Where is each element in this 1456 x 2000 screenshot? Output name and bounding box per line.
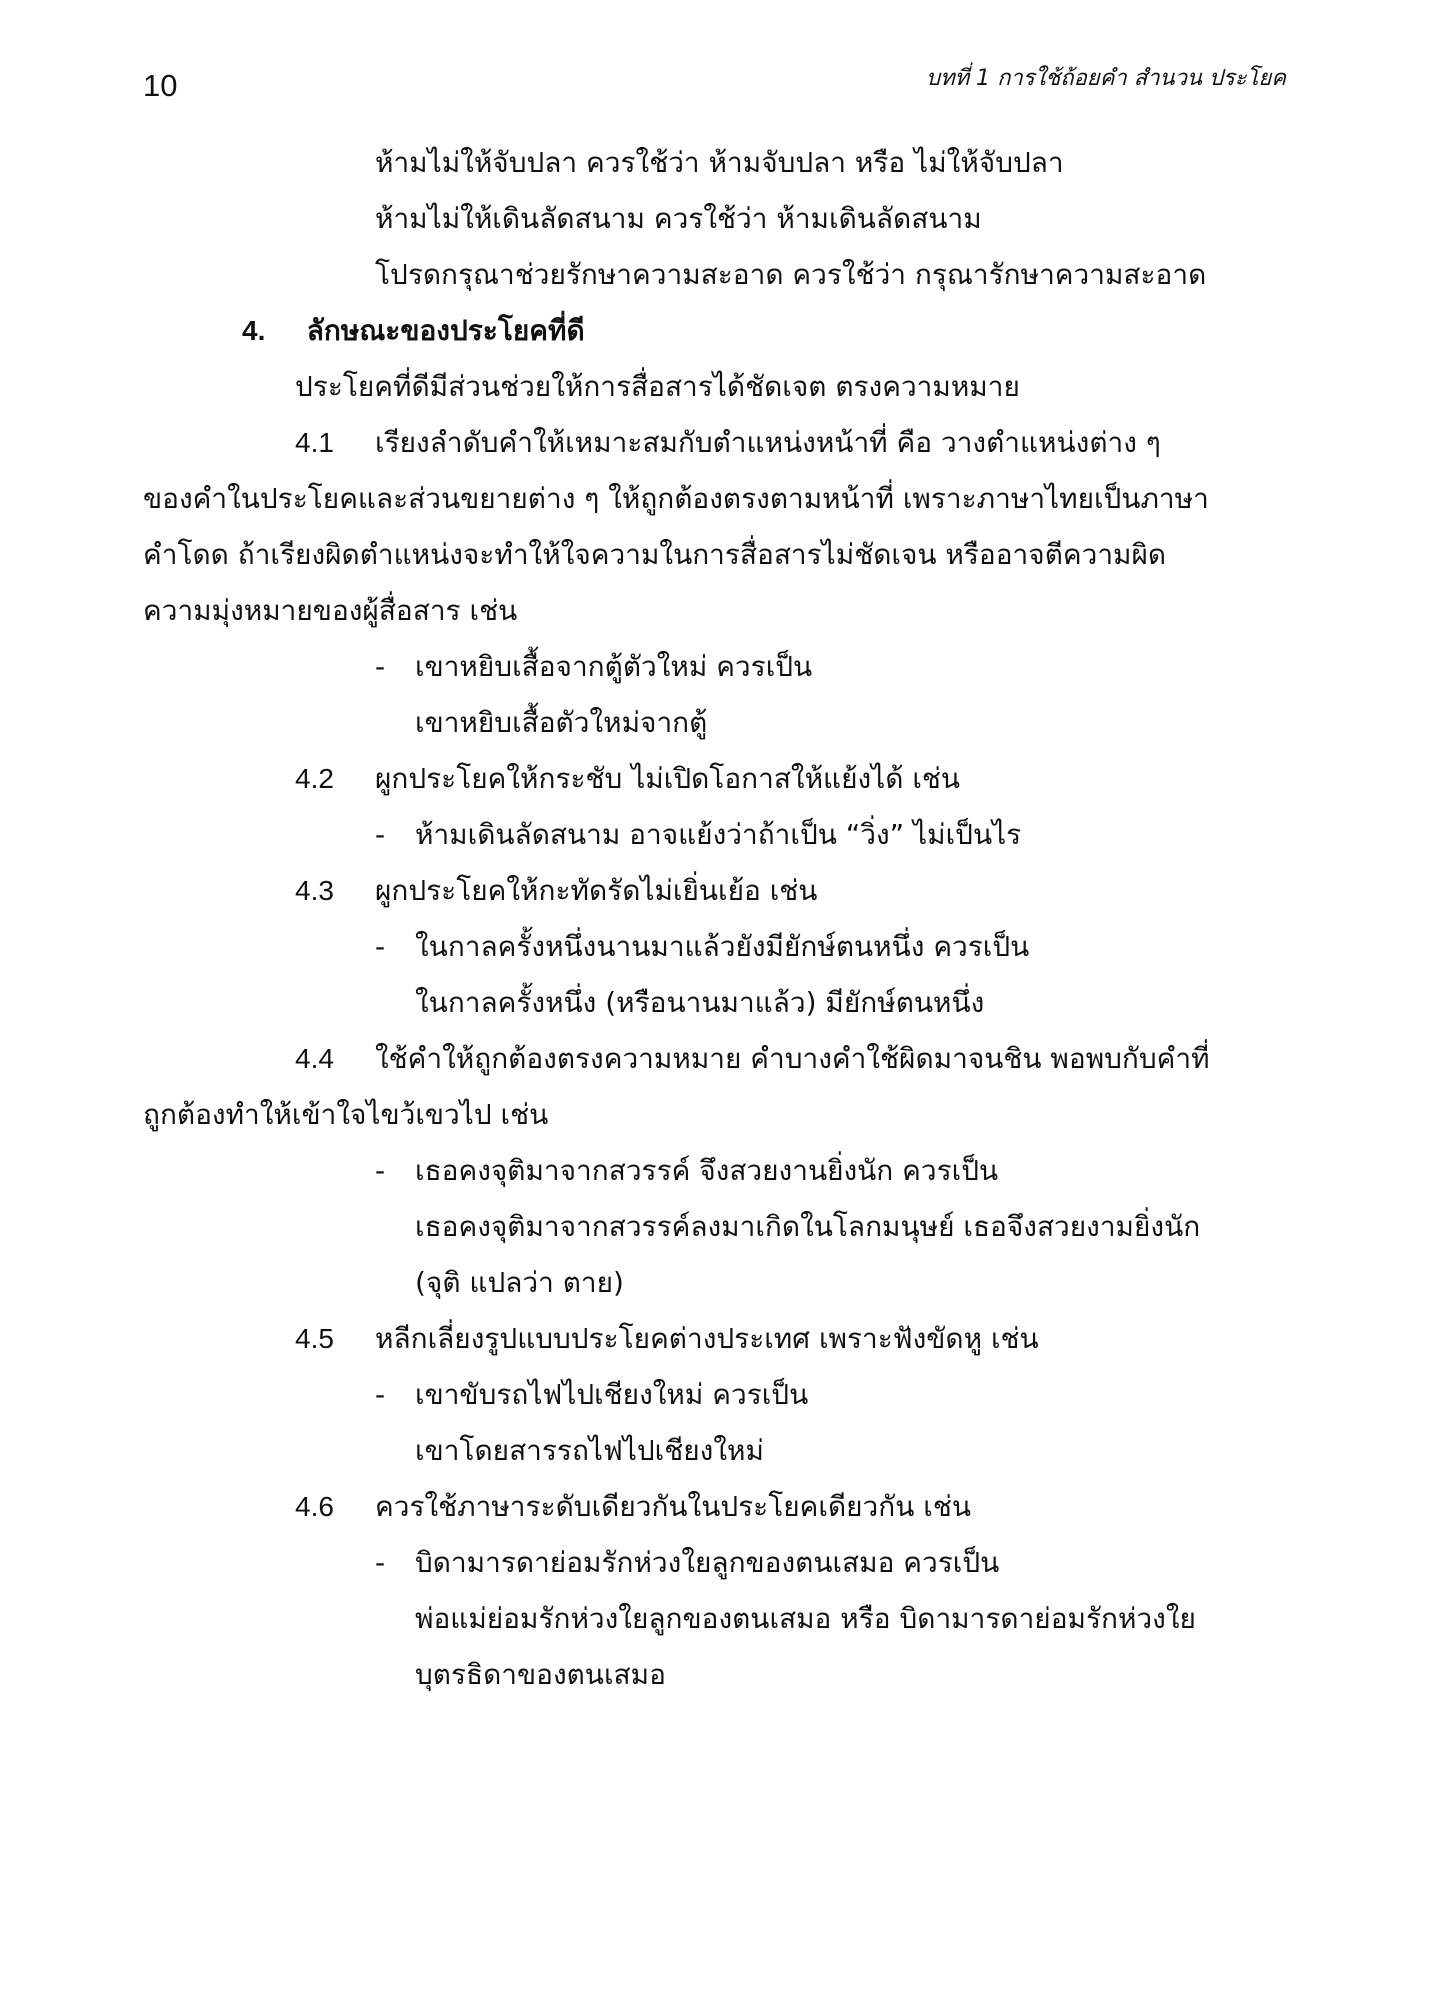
paragraph-text: เรียงลำดับคำให้เหมาะสมกับตำแหน่งหน้าที่ คือ วางตำแหน่งต่าง ๆ [375,426,1161,459]
paragraph-text: หลีกเลี่ยงรูปแบบประโยคต่างประเทศ เพราะฟังขัดหู เช่น [375,1322,1039,1355]
example-item [375,927,1029,967]
bullet-dash: - [375,930,386,963]
example-item [375,1543,999,1583]
subsection-number: 4.5 [295,1323,334,1354]
subsection-4-4 [295,1039,1210,1079]
subsection-number: 4.1 [295,427,334,458]
example-text: ในกาลครั้งหนึ่ง (หรือนานมาแล้ว) มียักษ์ตนหนึ่ง [415,986,985,1019]
paragraph-text: ผูกประโยคให้กะทัดรัดไม่เยิ่นเย้อ เช่น [375,874,818,907]
subsection-4-2 [295,759,960,799]
subsection-4-1 [295,423,1283,463]
example-text: พ่อแม่ย่อมรักห่วงใยลูกของตนเสมอ หรือ บิดามารดาย่อมรักห่วงใย [415,1602,1196,1635]
paragraph-line: ถูกต้องทำให้เข้าใจไขว้เขวไป เช่น [143,1098,549,1131]
intro-paragraph: ประโยคที่ดีมีส่วนช่วยให้การสื่อสารได้ชัดเจต ตรงความหมาย [295,370,1020,403]
subsection-number: 4.4 [295,1043,334,1074]
subsection-4-6 [295,1487,971,1527]
section-heading [242,311,585,351]
example-line: ห้ามไม่ให้เดินลัดสนาม ควรใช้ว่า ห้ามเดินลัดสนาม [375,202,982,235]
paragraph-line: ของคำในประโยคและส่วนขยายต่าง ๆ ให้ถูกต้องตรงตามหน้าที่ เพราะภาษาไทยเป็นภาษา [143,482,1209,515]
example-text: บุตรธิดาของตนเสมอ [415,1658,666,1691]
bullet-dash: - [375,1154,386,1187]
bullet-dash: - [375,818,386,851]
paragraph-text: ผูกประโยคให้กระชับ ไม่เปิดโอกาสให้แย้งได้ เช่น [375,762,961,795]
example-text: เขาหยิบเสื้อตัวใหม่จากตู้ [415,706,708,739]
section-number: 4. [242,315,266,346]
example-line: ห้ามไม่ให้จับปลา ควรใช้ว่า ห้ามจับปลา หรือ ไม่ให้จับปลา [375,146,1064,179]
running-header: บทที่ 1 การใช้ถ้อยคำ สำนวน ประโยค [926,66,1286,91]
example-text: (จุติ แปลว่า ตาย) [415,1266,624,1299]
bullet-dash: - [375,650,386,683]
subsection-4-3 [295,871,817,911]
subsection-number: 4.2 [295,763,334,794]
example-text: ห้ามเดินลัดสนาม อาจแย้งว่าถ้าเป็น “วิ่ง” ไม่เป็นไร [415,818,1022,851]
example-text: ในกาลครั้งหนึ่งนานมาแล้วยังมียักษ์ตนหนึ่ง ควรเป็น [415,930,1030,963]
bullet-dash: - [375,1546,386,1579]
example-item [375,1375,808,1415]
example-item [375,647,812,687]
paragraph-text: ใช้คำให้ถูกต้องตรงความหมาย คำบางคำใช้ผิดมาจนชิน พอพบกับคำที่ [375,1042,1210,1075]
example-line: โปรดกรุณาช่วยรักษาความสะอาด ควรใช้ว่า กรุณารักษาความสะอาด [375,258,1207,291]
example-text: เขาโดยสารรถไฟไปเชียงใหม่ [415,1434,764,1467]
page-number: 10 [143,68,178,103]
paragraph-line: ความมุ่งหมายของผู้สื่อสาร เช่น [143,594,518,627]
subsection-number: 4.3 [295,875,334,906]
subsection-4-5 [295,1319,1039,1359]
example-text: เธอคงจุติมาจากสวรรค์ลงมาเกิดในโลกมนุษย์ เธอจึงสวยงามยิ่งนัก [415,1210,1201,1243]
section-title: ลักษณะของประโยคที่ดี [306,314,585,347]
paragraph-line: คำโดด ถ้าเรียงผิดตำแหน่งจะทำให้ใจความในการสื่อสารไม่ชัดเจน หรืออาจตีความผิด [143,538,1167,571]
bullet-dash: - [375,1378,386,1411]
example-text: เขาขับรถไฟไปเชียงใหม่ ควรเป็น [415,1378,809,1411]
example-text: เขาหยิบเสื้อจากตู้ตัวใหม่ ควรเป็น [415,650,813,683]
paragraph-text: ควรใช้ภาษาระดับเดียวกันในประโยคเดียวกัน เช่น [375,1490,971,1523]
example-text: เธอคงจุติมาจากสวรรค์ จึงสวยงานยิ่งนัก ควรเป็น [415,1154,999,1187]
example-item [375,815,1021,855]
example-item [375,1151,998,1191]
subsection-number: 4.6 [295,1491,334,1522]
example-text: บิดามารดาย่อมรักห่วงใยลูกของตนเสมอ ควรเป็น [415,1546,1000,1579]
